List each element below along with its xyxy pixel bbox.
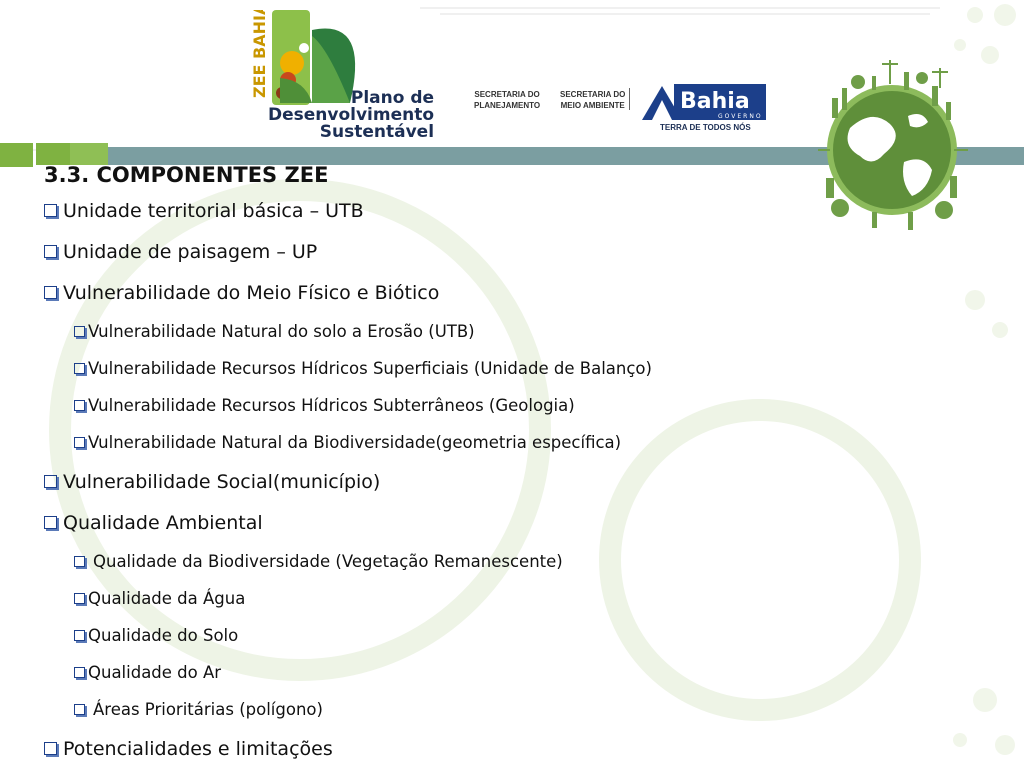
checkbox-bullet-icon xyxy=(74,400,85,411)
list-item xyxy=(44,728,844,769)
checkbox-bullet-icon xyxy=(44,516,57,529)
zee-bahia-vertical-text xyxy=(247,10,271,100)
list-item xyxy=(44,190,844,231)
plan-title-line-1: Plano de xyxy=(350,88,435,108)
list-subitem-text: Qualidade da Água xyxy=(88,589,246,608)
checkbox-bullet-icon xyxy=(74,704,85,715)
checkbox-bullet-icon xyxy=(74,593,85,604)
list-item xyxy=(44,231,844,272)
plan-title xyxy=(268,90,434,141)
bahia-slogan: TERRA DE TODOS NÓS xyxy=(660,123,751,132)
checkbox-bullet-icon xyxy=(74,363,85,374)
list-subitem xyxy=(44,617,844,654)
secretaria-planejamento-line-1: SECRETARIA DO xyxy=(474,90,540,99)
list-item-text: Vulnerabilidade Social(município) xyxy=(63,470,381,493)
checkbox-bullet-icon xyxy=(44,475,57,488)
checkbox-bullet-icon xyxy=(44,204,57,217)
list-subitem-text: Áreas Prioritárias (polígono) xyxy=(93,700,323,719)
list-subitem-text: Vulnerabilidade Natural do solo a Erosão (UTB) xyxy=(88,322,475,341)
list-item-text: Unidade de paisagem – UP xyxy=(63,240,318,263)
secretaria-planejamento-line-2: PLANEJAMENTO xyxy=(474,101,541,110)
bahia-logo-sub: GOVERNO xyxy=(718,113,763,120)
checkbox-bullet-icon xyxy=(74,556,85,567)
list-subitem xyxy=(44,424,844,461)
list-item xyxy=(44,502,844,543)
checkbox-bullet-icon xyxy=(44,742,57,755)
bahia-logo-text: Bahia xyxy=(680,89,750,114)
list-subitem-text: Qualidade do Ar xyxy=(88,663,222,682)
secretaria-planejamento xyxy=(474,89,540,111)
list-subitem xyxy=(44,580,844,617)
list-item-text: Unidade territorial básica – UTB xyxy=(63,199,364,222)
list-item xyxy=(44,272,844,313)
secretaria-meio-ambiente xyxy=(560,89,625,111)
list-subitem xyxy=(44,313,844,350)
list-subitem-text: Vulnerabilidade Recursos Hídricos Subterrâneos (Geologia) xyxy=(88,396,575,415)
checkbox-bullet-icon xyxy=(44,286,57,299)
checkbox-bullet-icon xyxy=(74,630,85,641)
checkbox-bullet-icon xyxy=(44,245,57,258)
secretaria-separator xyxy=(629,88,630,110)
list-item-text: Potencialidades e limitações xyxy=(63,737,333,760)
list-subitem-text: Qualidade da Biodiversidade (Vegetação Remanescente) xyxy=(93,552,563,571)
list-subitem-text: Vulnerabilidade Natural da Biodiversidade(geometria específica) xyxy=(88,433,622,452)
list-item-text: Vulnerabilidade do Meio Físico e Biótico xyxy=(63,281,440,304)
plan-title-line-3: Sustentável xyxy=(319,122,435,142)
checkbox-bullet-icon xyxy=(74,667,85,678)
checkbox-bullet-icon xyxy=(74,437,85,448)
list-subitem-text: Qualidade do Solo xyxy=(88,626,239,645)
list-subitem xyxy=(44,543,844,580)
list-item xyxy=(44,461,844,502)
secretaria-meio-ambiente-line-1: SECRETARIA DO xyxy=(560,90,626,99)
checkbox-bullet-icon xyxy=(74,326,85,337)
list-subitem xyxy=(44,350,844,387)
list-item-text: Qualidade Ambiental xyxy=(63,511,263,534)
slide-content xyxy=(44,160,844,769)
slide-title: 3.3. COMPONENTES ZEE xyxy=(44,163,329,187)
bahia-governo-logo xyxy=(640,82,768,122)
list-subitem xyxy=(44,654,844,691)
list-subitem xyxy=(44,691,844,728)
secretaria-meio-ambiente-line-2: MEIO AMBIENTE xyxy=(560,101,625,110)
list-subitem-text: Vulnerabilidade Recursos Hídricos Superficiais (Unidade de Balanço) xyxy=(88,359,652,378)
zee-logo-text: ZEE BAHIA xyxy=(250,10,269,98)
plan-title-line-2: Desenvolvimento xyxy=(268,105,435,125)
list-subitem xyxy=(44,387,844,424)
